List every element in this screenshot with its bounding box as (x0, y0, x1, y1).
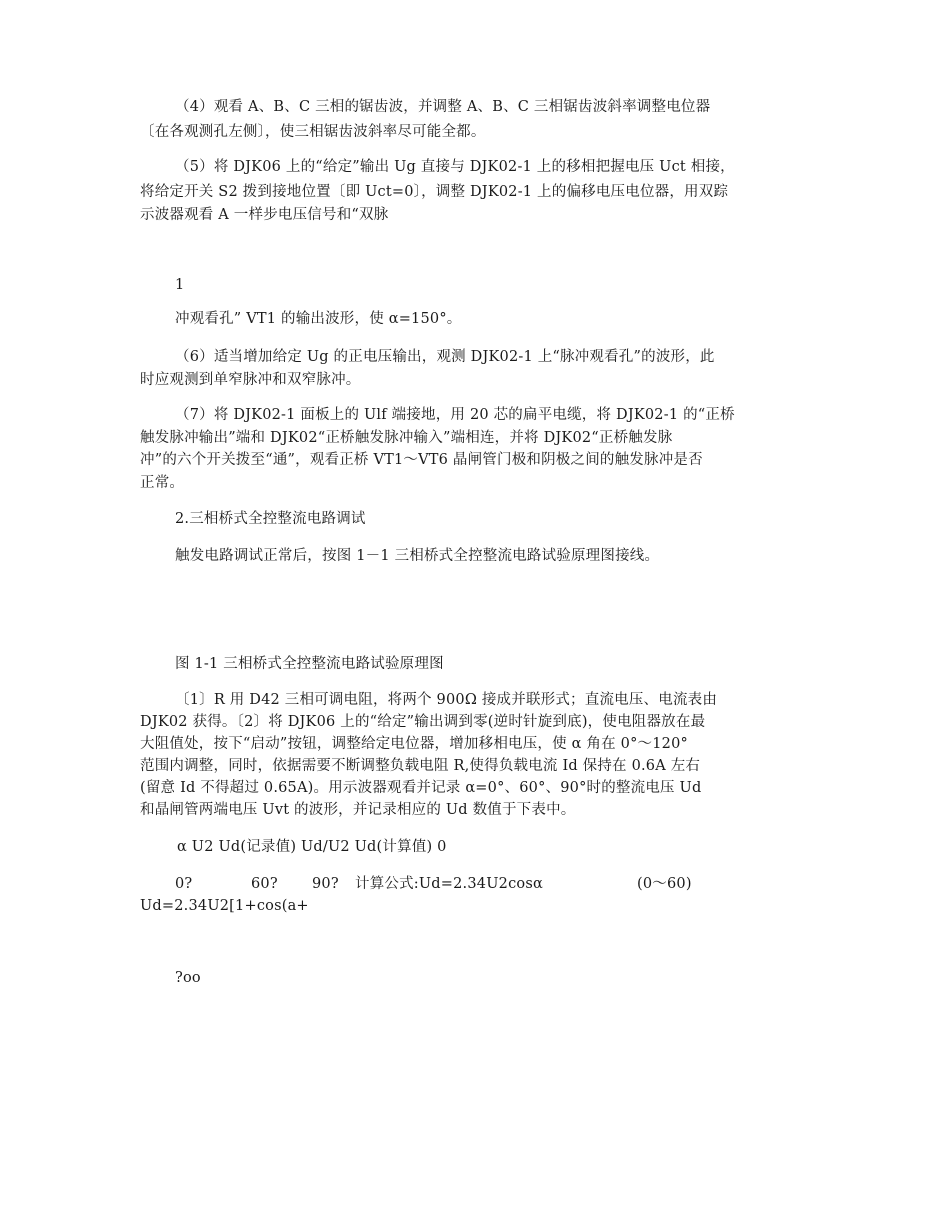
table-cell-60: 60? (251, 876, 278, 892)
table-header: α U2 Ud(记录值) Ud/U2 Ud(计算值) 0 (177, 839, 447, 855)
para7-line4: 正常。 (140, 475, 185, 491)
para4-line2: 〔在各观测孔左侧〕，使三相锯齿波斜率尽可能全都。 (140, 124, 486, 140)
para-r-line6: 和晶闸管两端电压 Uvt 的波形，并记录相应的 Ud 数值于下表中。 (140, 802, 576, 818)
para5-line1: （5）将 DJK06 上的“给定”输出 Ug 直接与 DJK02-1 上的移相把握电压 Uct 相接， (175, 159, 735, 175)
formula-label: 计算公式:Ud=2.34U2cosα (355, 876, 543, 892)
para7-line1: （7）将 DJK02-1 面板上的 Ulf 端接地，用 20 芯的扁平电缆，将 DJK02-1 的“正桥 (175, 407, 735, 423)
trailing-text: ?oo (175, 970, 201, 986)
para6-line1: （6）适当增加给定 Ug 的正电压输出，观测 DJK02-1 上“脉冲观看孔”的波形，此 (175, 349, 715, 365)
table-cell-90: 90? (312, 876, 339, 892)
para7-line2: 触发脉冲输出”端和 DJK02“正桥触发脉冲输入”端相连，并将 DJK02“正桥触发脉 (140, 430, 673, 446)
para-r-line1: 〔1〕R 用 D42 三相可调电阻，将两个 900Ω 接成并联形式；直流电压、电流表由 (175, 692, 718, 708)
para-r-line3: 大阻值处，按下“启动”按钮，调整给定电位器，增加移相电压，使 α 角在 0°～120° (140, 736, 688, 752)
para-r-line4: 范围内调整，同时，依据需要不断调整负载电阻 R,使得负载电流 Id 保持在 0.6A 左右 (140, 758, 701, 774)
para-r-line5: (留意 Id 不得超过 0.65A)。用示波器观看并记录 α=0°、60°、90°时的整流电压 Ud (140, 780, 702, 796)
para-r-line2: DJK02 获得。〔2〕将 DJK06 上的“给定”输出调到零(逆时针旋到底)，使电阻器放在最 (140, 714, 706, 730)
figure-caption: 图 1-1 三相桥式全控整流电路试验原理图 (175, 656, 444, 672)
formula-continuation: Ud=2.34U2[1+cos(a+ (140, 898, 309, 914)
table-cell-0: 0? (175, 876, 193, 892)
section-intro: 触发电路调试正常后，按图 1－1 三相桥式全控整流电路试验原理图接线。 (175, 548, 660, 564)
para4-line1: （4）观看 A、B、C 三相的锯齿波，并调整 A、B、C 三相锯齿波斜率调整电位器 (175, 99, 711, 115)
para6-line2: 时应观测到单窄脉冲和双窄脉冲。 (140, 372, 361, 388)
para5-continuation: 冲观看孔” VT1 的输出波形，使 α=150°。 (175, 311, 462, 327)
page-number: 1 (175, 277, 185, 293)
section-heading: 2.三相桥式全控整流电路调试 (175, 511, 366, 527)
para7-line3: 冲”的六个开关拨至“通”，观看正桥 VT1～VT6 晶闸管门极和阴极之间的触发脉冲是否 (140, 452, 703, 468)
para5-line3: 示波器观看 A 一样步电压信号和“双脉 (140, 207, 389, 223)
formula-range: (0～60) (637, 876, 692, 892)
para5-line2: 将给定开关 S2 拨到接地位置〔即 Uct=0〕，调整 DJK02-1 上的偏移电压电位器，用双踪 (140, 184, 729, 200)
